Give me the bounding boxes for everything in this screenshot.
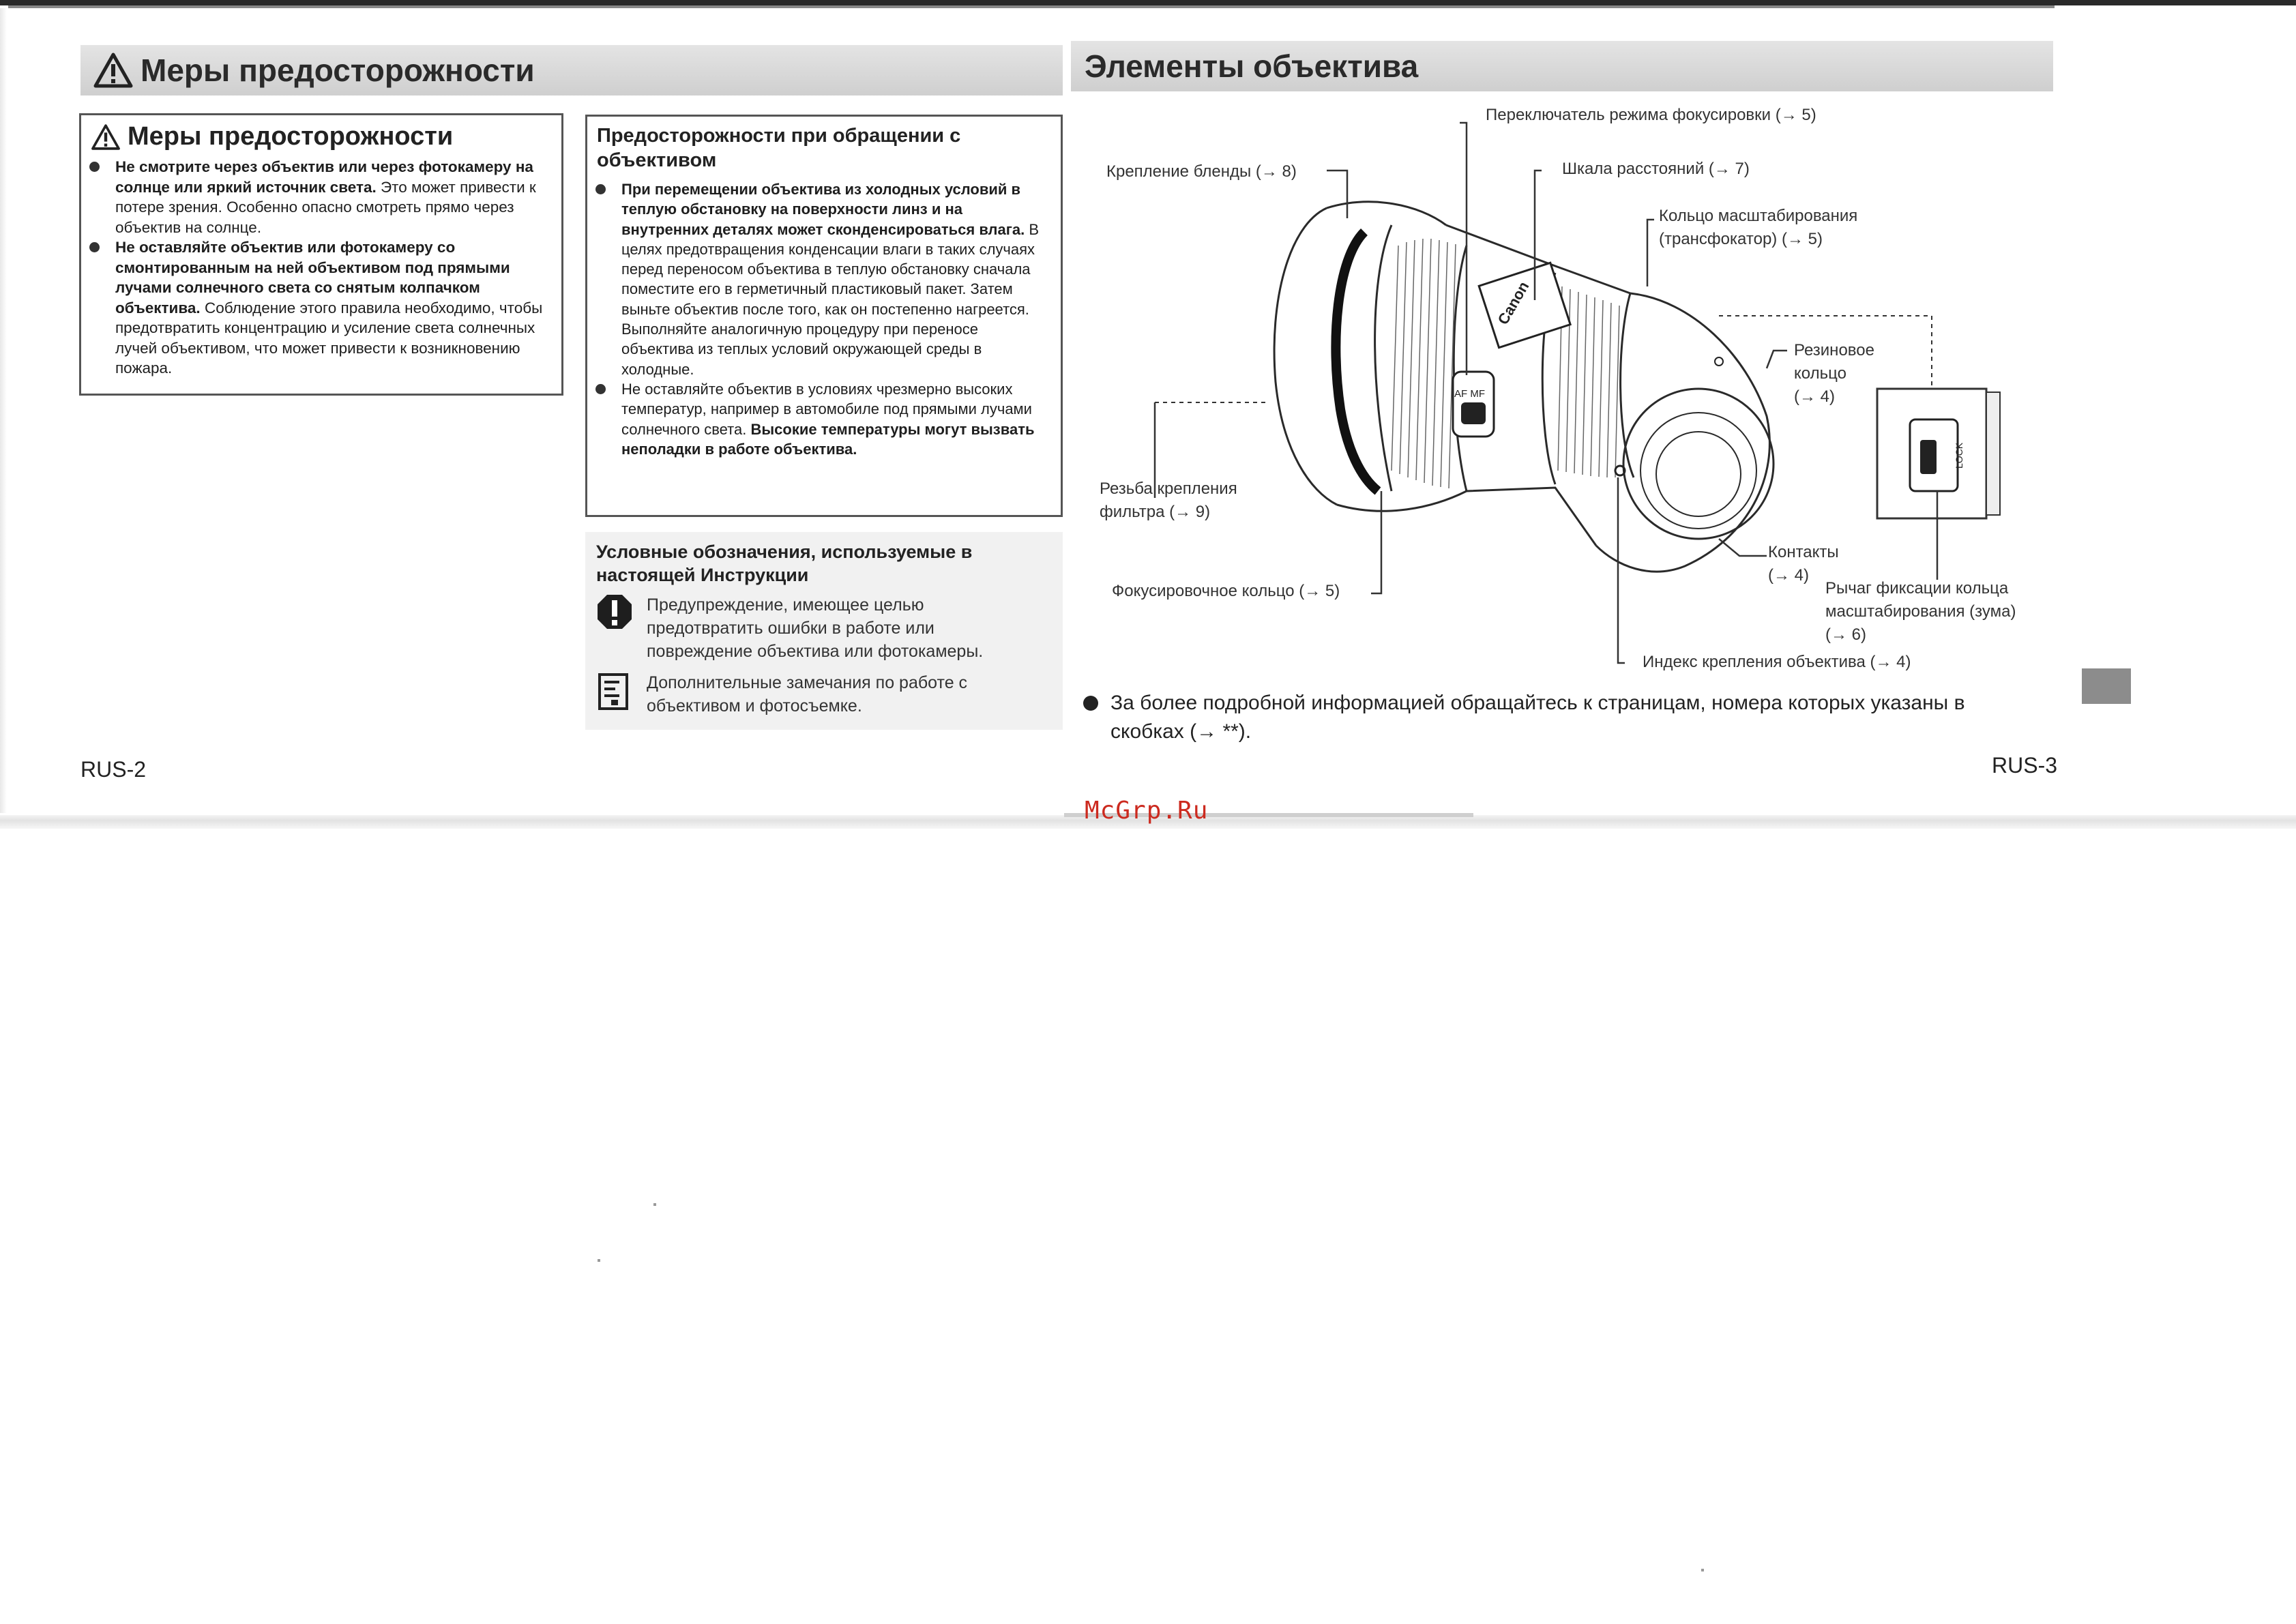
precaution-item-bold: Не смотрите через объектив или через фотокамеру на солнце или яркий источник света. <box>115 158 533 196</box>
footnote <box>1083 689 2038 746</box>
handling-item-text: Не оставляйте объектив в условиях чрезмерно высоких температур, например в автомобиле под прямыми лучами солнечного света. <box>621 380 1032 438</box>
label-rubber-ring-line: кольцо <box>1794 364 1846 383</box>
label-rubber-ring <box>1794 339 1874 409</box>
warning-triangle-icon <box>91 123 121 151</box>
label-zoom-ring-line: (трансфокатор) (→ 5) <box>1659 230 1823 248</box>
legend-warning-text: Предупреждение, имеющее целью предотвратить ошибки в работе или повреждение объектива или фотокамеры. <box>647 595 984 661</box>
left-page-header <box>80 45 1063 95</box>
scan-speck <box>598 1259 600 1262</box>
switch-knob-icon <box>1461 402 1486 424</box>
label-zoom-lock-line: Рычаг фиксации кольца <box>1825 579 2009 597</box>
precaution-item-bold: Не оставляйте объектив или фотокамеру со смонтированным на ней объективом под прямыми лучами солнечного света со снятым колпачком объектива. <box>115 239 510 316</box>
label-rubber-ring-line: (→ 4) <box>1794 387 1835 406</box>
lens-body <box>1274 202 1773 572</box>
legend-note-text: Дополнительные замечания по работе с объективом и фотосъемке. <box>647 673 968 715</box>
scan-speck <box>653 1203 656 1206</box>
lock-marking: LOCK <box>1954 442 1964 469</box>
right-page-header <box>1071 41 2053 91</box>
mount-screw-icon <box>1715 357 1723 366</box>
label-mount-index: Индекс крепления объектива (→ 4) <box>1643 653 1911 671</box>
lock-knob-icon <box>1920 440 1937 474</box>
handling-box-title: Предосторожности при обращении с объективом <box>597 125 961 171</box>
handling-item-text: В целях предотвращения конденсации влаги в таких случаях перед переносом объектива в теплую обстановку сначала поместите его в герметичный пластиковый пакет. Затем выньте объектив после того, как он постепенно нагреется. Выполняйте аналогичную процедуру при переносе объектива из теплых условий окружающей среды в холодные. <box>621 220 1040 378</box>
precaution-item-text: Это может привести к потере зрения. Особенно опасно смотреть прямо через объектив на солнце. <box>115 178 536 236</box>
precaution-item-text: Соблюдение этого правила необходимо, чтобы предотвратить концентрацию и усиление света солнечных лучей объективом, что может привести к возникновению пожара. <box>115 299 543 377</box>
watermark: McGrp.Ru <box>1085 797 1209 825</box>
label-focus-mode-switch: Переключатель режима фокусировки (→ 5) <box>1486 106 1816 124</box>
handling-item <box>587 379 1053 459</box>
right-page-title: Элементы объектива <box>1085 48 1419 84</box>
label-zoom-lock-line: (→ 6) <box>1825 625 1866 644</box>
bullet-icon <box>1083 696 1098 711</box>
label-zoom-ring <box>1659 205 1857 251</box>
distance-window-icon <box>1479 263 1570 347</box>
right-page-number: RUS-3 <box>1992 753 2058 778</box>
precautions-box-title: Меры предосторожности <box>128 122 454 151</box>
label-distance-scale: Шкала расстояний (→ 7) <box>1562 160 1750 178</box>
label-filter-thread-line: фильтра (→ 9) <box>1100 503 1211 521</box>
label-focus-ring: Фокусировочное кольцо (→ 5) <box>1112 582 1340 600</box>
label-hood-mount: Крепление бленды (→ 8) <box>1106 162 1297 181</box>
left-edge-shadow <box>0 8 7 813</box>
top-border <box>0 0 2296 5</box>
label-rubber-ring-line: Резиновое <box>1794 341 1874 359</box>
handling-item-bold: Высокие температуры могут вызвать неполадки в работе объектива. <box>621 420 1035 458</box>
label-contacts-line: (→ 4) <box>1768 566 1809 585</box>
label-zoom-lock-line: масштабирования (зума) <box>1825 602 2016 621</box>
bullet-icon <box>595 184 606 194</box>
bullet-icon <box>595 384 606 394</box>
precaution-item <box>81 157 555 237</box>
label-filter-thread-line: Резьба крепления <box>1100 479 1237 498</box>
top-border-shadow <box>8 5 2055 8</box>
switch-marking: AF MF <box>1454 388 1485 400</box>
note-memo-icon <box>596 671 633 712</box>
handling-box <box>585 115 1063 517</box>
label-zoom-lock-lever <box>1825 577 2016 647</box>
caution-stop-icon <box>596 593 633 630</box>
bullet-icon <box>89 242 100 252</box>
warning-triangle-icon <box>93 52 134 89</box>
legend-note-row <box>596 671 1052 718</box>
label-filter-thread <box>1100 477 1237 524</box>
handling-item-bold: При перемещении объектива из холодных условий в теплую обстановку на поверхности линз и на внутренних деталях может сконденсироваться влага. <box>621 181 1025 238</box>
label-contacts-line: Контакты <box>1768 543 1839 561</box>
inset-ring <box>1986 392 2000 515</box>
legend-title: Условные обозначения, используемые в настоящей Инструкции <box>596 542 973 585</box>
label-zoom-ring-line: Кольцо масштабирования <box>1659 207 1858 225</box>
footnote-text: За более подробной информацией обращайтесь к страницам, номера которых указаны в скобках (→ **). <box>1110 692 1965 743</box>
precaution-item <box>81 237 555 379</box>
precautions-box-heading <box>91 122 555 151</box>
precautions-box <box>79 113 563 396</box>
brand-marking: Canon <box>1494 278 1533 328</box>
legend-section <box>585 532 1063 730</box>
left-page-number: RUS-2 <box>80 757 147 782</box>
scan-speck <box>1701 1569 1704 1571</box>
bullet-icon <box>89 162 100 172</box>
handling-item <box>587 179 1053 379</box>
legend-warning-row <box>596 593 1052 663</box>
zoom-lock-inset <box>1877 389 2000 518</box>
left-page-title: Меры предосторожности <box>141 53 535 88</box>
section-tab <box>2082 668 2131 704</box>
